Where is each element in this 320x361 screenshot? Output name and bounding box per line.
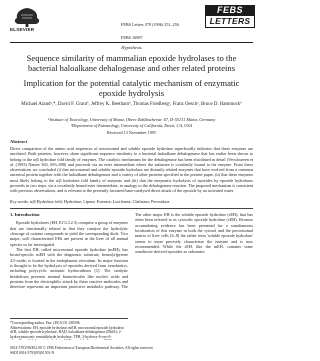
- logo-bottom-text: LETTERS: [205, 16, 255, 28]
- paper-subtitle: Implication for the potential catalytic mechanism of enzymatic epoxide hydrolysis: [23, 78, 240, 98]
- keywords-label: Key words:: [10, 199, 30, 204]
- paragraph: Epoxide hydrolases (EH, EC3.3.2.3) comprise a group of enzymes that are functionally related in that they catalyze the hydrolytic cleavage of oxirane compounds to yield the corresponding diols. Two major, well characterized EHs are present in the liver of all animal species so far investigated.: [10, 220, 128, 247]
- paper-title: Sequence similarity of mammalian epoxide hydrolases to the bacterial haloalkane dehalogenase and other related proteins: [26, 53, 237, 73]
- febs-letters-logo: [205, 5, 255, 33]
- affiliation-a: ᵃInstitute of Toxicology, University of Mainz, Obere Zahlbacherstr. 67, D-55131 Mainz, Germany: [47, 117, 216, 122]
- received-date: Received 13 November 1995: [107, 130, 156, 135]
- affiliations: [18, 117, 245, 128]
- footnote-abbreviations: Abbreviations: EH, epoxide hydrolase; mEH, microsomal epoxide hydrolase; sEH, soluble epoxide hydrolase; HAD, haloalkane dehalogenase (DhlA); 2-hydroxymuconic semialdehyde hydrolase; TPH, 2-hydroxy-6-oxo-6-: [10, 325, 125, 339]
- keywords-text: α/β Hydrolase fold; Hydrolase; Lipase; Esterase; Luciferase; Chelatase; Peroxidase: [30, 199, 170, 204]
- footnotes: [10, 318, 128, 340]
- issn-line: 0014-5793/96/$12.00 © 1996 Federation of European Biochemical Societies. All rights reserved.: [10, 346, 154, 350]
- publisher-name: ELSEVIER: [10, 27, 35, 32]
- paragraph: The first EH, called microsomal epoxide hydrolase (mEH), has broad-specific mEH with the diagnostic substrate, benzo[a]pyrene 4,5-oxide, is located in the endoplasmic reticulum. Its major function is thought to be the hydrolysis of epoxides derived from xenobiotics, including polycyclic aromatic hydrocarbons [1]. The catalytic breakdown prevents neurnal biomolecules like nucleic acids and proteins from the electrophilic attack by these reactive molecules and therefore represents an important protective metabolic pathway. The: [10, 247, 128, 290]
- abstract-text: Direct comparison of the amino acid sequences of microsomal and soluble epoxide hydrolase superficially indicates that these enzymes are unrelated. Both proteins, however, share significant sequence similarity to a bacterial haloalkane dehalogenase that has earlier been shown to belong to the α/β hydrolase fold family of enzymes. The catalytic mechanism for the dehalogenase has been elucidated in detail (Verschueren et al. (1993) Nature 363, 693–698) and proceeds via an ester intermediate where the substrate is covalently bound to the enzyme. From these observations we concluded (i) that microsomal and soluble epoxide hydrolase are distantly related enzymes that have evolved from a common ancestral protein together with the haloalkane dehalogenase and a variety of other proteins specified in the present paper, (ii) that these enzymes most likely belong to the α/β hydrolase fold family of enzymes and (iii) that the enzymatic hydrolysis of epoxides by epoxide hydrolases proceeds in two steps, via a covalently bound ester intermediate, in analogy to the dehalogenase reaction. The proposed mechanism is consistent with previous observations, and is relevant to the presently favoured base-catalysed direct attack of the epoxide by an activated water.: [10, 146, 253, 194]
- footnote-corresponding: *Corresponding author. Fax: (49) 6131 230506: [10, 321, 80, 325]
- keywords: [10, 199, 253, 204]
- body-column-right: [135, 212, 253, 354]
- affiliation-b: ᵇDepartment of Entomology, University of California, Davis, CA, USA: [71, 122, 192, 128]
- body-column-left: [10, 212, 128, 289]
- paragraph: The other major EH is the soluble epoxide hydrolase (sEH), that has often been referred to as cytosolic epoxide hydrolase (cEH). Because accumulating evidence has been presented for a simultaneous localization of this enzyme in both the cytosol and the peroxisomal matrix of liver cells [6–8] the rather term 'soluble epoxide hydrolase' seems to more precisely characterize the enzyme and is now recommended. While the sEH, like the mEH, contains some xenobiotic-derived epoxides as substrates: [135, 212, 253, 255]
- abstract-heading: Abstract: [10, 139, 28, 144]
- journal-reference: FEBS Letters 378 (1996) 251–256: [121, 22, 179, 27]
- abstract-divider: [10, 208, 253, 209]
- author-list: Michael Arandᵃ,*, David F. Grantᵇ, Jeffrey K. Beethamᵇ, Thomas Friedbergᵃ, Franz Oeschᵃ, Bruce D. Hammockᵇ: [21, 102, 242, 107]
- section-label: Hypothesis: [121, 45, 142, 50]
- introduction-heading: 1. Introduction: [10, 212, 40, 217]
- issn-block: [10, 346, 160, 355]
- header-divider: [10, 42, 253, 43]
- document-id: FEBS 16987: [121, 35, 143, 40]
- pii-line: SSDI 0014-5793(95)01501-N: [10, 350, 55, 355]
- logo-top-text: FEBS: [205, 5, 255, 16]
- tree-icon: [10, 6, 44, 28]
